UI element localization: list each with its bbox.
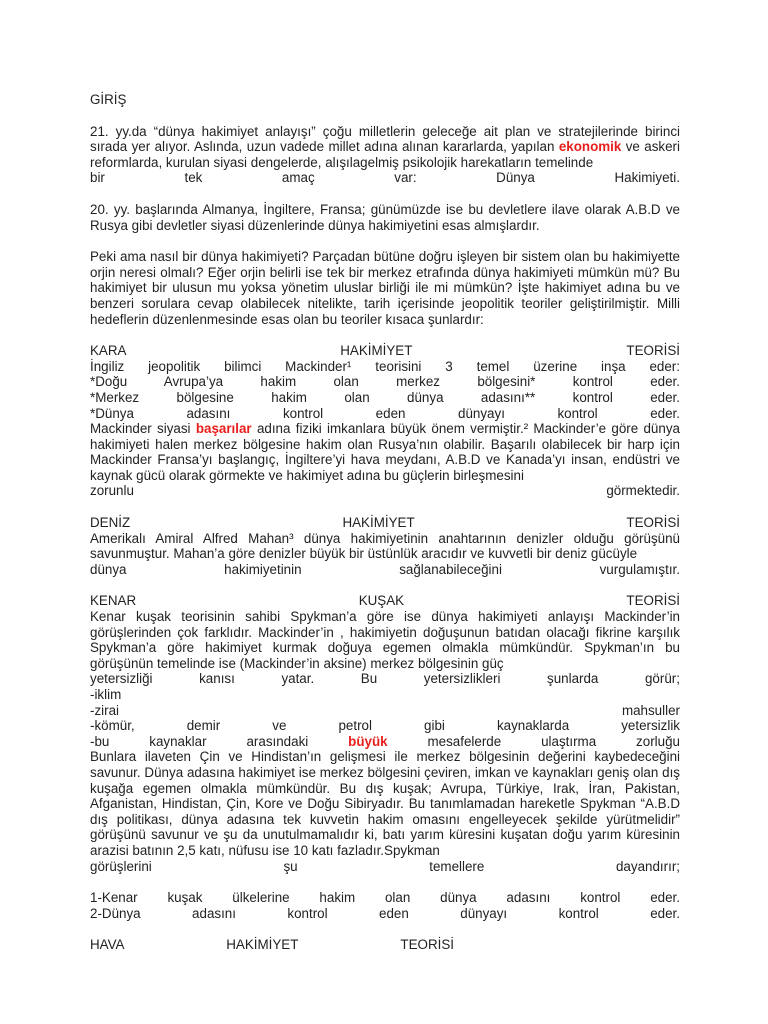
kara-item-3: *Dünya adasını kontrol eden dünyayı kontrol eder. bbox=[90, 405, 680, 421]
deniz-heading: DENİZ HAKİMİYET TEORİSİ bbox=[90, 515, 680, 531]
kara-item-2: *Merkez bölgesine hakim olan dünya adasını** kontrol eder. bbox=[90, 389, 680, 405]
kenar-body-2-last-line: görüşlerini şu temellere dayandırır; bbox=[90, 858, 680, 874]
deniz-body: Amerikalı Amiral Alfred Mahan³ dünya hakimiyetinin anahtarının denizler olduğu görüşünü savunmuştur. Mahan’a göre denizler büyük bir üstünlük aracıdır ve kuvvetli bir deniz gücüyle bbox=[90, 530, 680, 562]
intro-paragraph-3: Peki ama nasıl bir dünya hakimiyeti? Parçadan bütüne doğru işleyen bir sistem olan bu hakimiyette orjin neresi olmalı? Eğer orjin belirli ise tek bir merkez etrafında dünya hakimiyeti mümkün mü? Bu hakimiyet bir ulusun mu yoksa yönetim uluslar birliği ile mi mümkün? İşte hakimiyet adına bu ve benzeri sorulara cevap olabilecek nitelikte, tarih içerisinde jeopolitik teoriler geliştirilmiştir. Milli hedeflerin düzenlenmesinde esas olan bu teoriler kısaca şunlardır: bbox=[90, 249, 680, 327]
intro-paragraph-2: 20. yy. başlarında Almanya, İngiltere, Fransa; günümüzde ise bu devletlere ilave olarak A.B.D ve Rusya gibi devletler siyasi düzenlerinde dünya hakimiyetini esas almışlardır. bbox=[90, 201, 680, 233]
kenar-heading: KENAR KUŞAK TEORİSİ bbox=[90, 593, 680, 609]
highlight-basarilar: başarılar bbox=[195, 421, 252, 437]
intro-heading: GİRİŞ bbox=[90, 92, 127, 107]
kara-body: Mackinder siyasi başarılar adına fiziki imkanlara büyük önem vermiştir.² Mackinder’e göre dünya hakimiyeti halen merkez bölgesine hakim olan Rusya’nın olabilir. Başarılı olabilecek bir harp için Mackinder Fransa’yı başlangıç, İngiltere’yi hava meydanı, A.B.D ve Kanada’yı insan, endüstri ve kaynak gücü olarak görmekte ve hakimiyet adına bu güçlerin birleşmesini bbox=[90, 421, 680, 483]
kenar-body-2: Bunlara ilaveten Çin ve Hindistan’ın gelişmesi ile merkez bölgesinin değerini kaybedeceğini savunur. Dünya adasına hakimiyet ise merkez bölgesini çeviren, imkan ve kaynakları geniş olan dış kuşağa egemen olmakla mümkündür. Bu dış kuşak; Avrupa, Türkiye, Irak, İran, Pakistan, Afganistan, Hindistan, Çin, Kore ve Doğu Sibiryadır. Bu tanımlamadan hareketle Spykman “A.B.D dış politikası, dünya adasına tek kuvvetin hakim omasını engelleyecek şekilde yürütmelidir” görüşünü savunur ve şu da unutulmamalıdır ki, batı yarım küresini kuşatan doğu yarım küresinin arazisi batının 2,5 katı, nüfusu ise 10 katı fazladır.Spykman bbox=[90, 749, 680, 858]
kenar-list-zirai: -zirai mahsuller bbox=[90, 702, 680, 718]
highlight-ekonomik: ekonomik bbox=[558, 139, 622, 155]
intro-p1-text-before: 21. yy.da “dünya hakimiyet anlayışı” çoğu milletlerin geleceğe ait plan ve stratejilerinde birinci sırada yer alıyor. Aslında, uzun vadede millet adına alınan kararlarda, yapılan bbox=[90, 123, 680, 155]
highlight-buyuk: büyük bbox=[348, 733, 388, 749]
kenar-list-bu: -bu kaynaklar arasındaki büyük mesafelerde ulaştırma zorluğu bbox=[90, 733, 680, 749]
kara-body-last-line: zorunlu görmektedir. bbox=[90, 483, 680, 499]
intro-p1-text-after: ve askeri reformlarda, kurulan siyasi dengelerde, alışılagelmiş psikolojik harekatların temelinde bbox=[90, 139, 680, 170]
intro-paragraph-1 bbox=[90, 124, 680, 171]
kenar-point-2: 2-Dünya adasını kontrol eden dünyayı kontrol eder. bbox=[90, 905, 680, 921]
kara-intro: İngiliz jeopolitik bilimci Mackinder¹ teorisini 3 temel üzerine inşa eder: bbox=[90, 358, 680, 374]
kenar-body-last-line: yetersizliği kanısı yatar. Bu yetersizlikleri şunlarda görür; bbox=[90, 671, 680, 687]
kara-heading: KARA HAKİMİYET TEORİSİ bbox=[90, 343, 680, 359]
hava-heading: HAVA HAKİMİYET TEORİSİ bbox=[90, 937, 454, 953]
intro-p1-last-line: bir tek amaç var: Dünya Hakimiyeti. bbox=[90, 170, 680, 186]
kara-item-1: *Doğu Avrupa’ya hakim olan merkez bölgesini* kontrol eder. bbox=[90, 374, 680, 390]
kenar-body: Kenar kuşak teorisinin sahibi Spykman’a göre ise dünya hakimiyeti anlayışı Mackinder’in görüşlerinden çok farklıdır. Mackinder’in , hakimiyetin doğuşunun batıdan olacağı fikrine karşılık Spykman’a göre hakimiyet kurmak doğuya egemen olmakla mümkündür. Spykman’ın bu görüşünün temelinde ise (Mackinder’in aksine) merkez bölgesinin güç bbox=[90, 609, 680, 671]
kenar-point-1: 1-Kenar kuşak ülkelerine hakim olan dünya adasını kontrol eder. bbox=[90, 890, 680, 906]
kenar-list-komur: -kömür, demir ve petrol gibi kaynaklarda yetersizlik bbox=[90, 718, 680, 734]
deniz-body-last-line: dünya hakimiyetinin sağlanabileceğini vurgulamıştır. bbox=[90, 561, 680, 577]
kenar-list-iklim: -iklim bbox=[90, 687, 122, 702]
